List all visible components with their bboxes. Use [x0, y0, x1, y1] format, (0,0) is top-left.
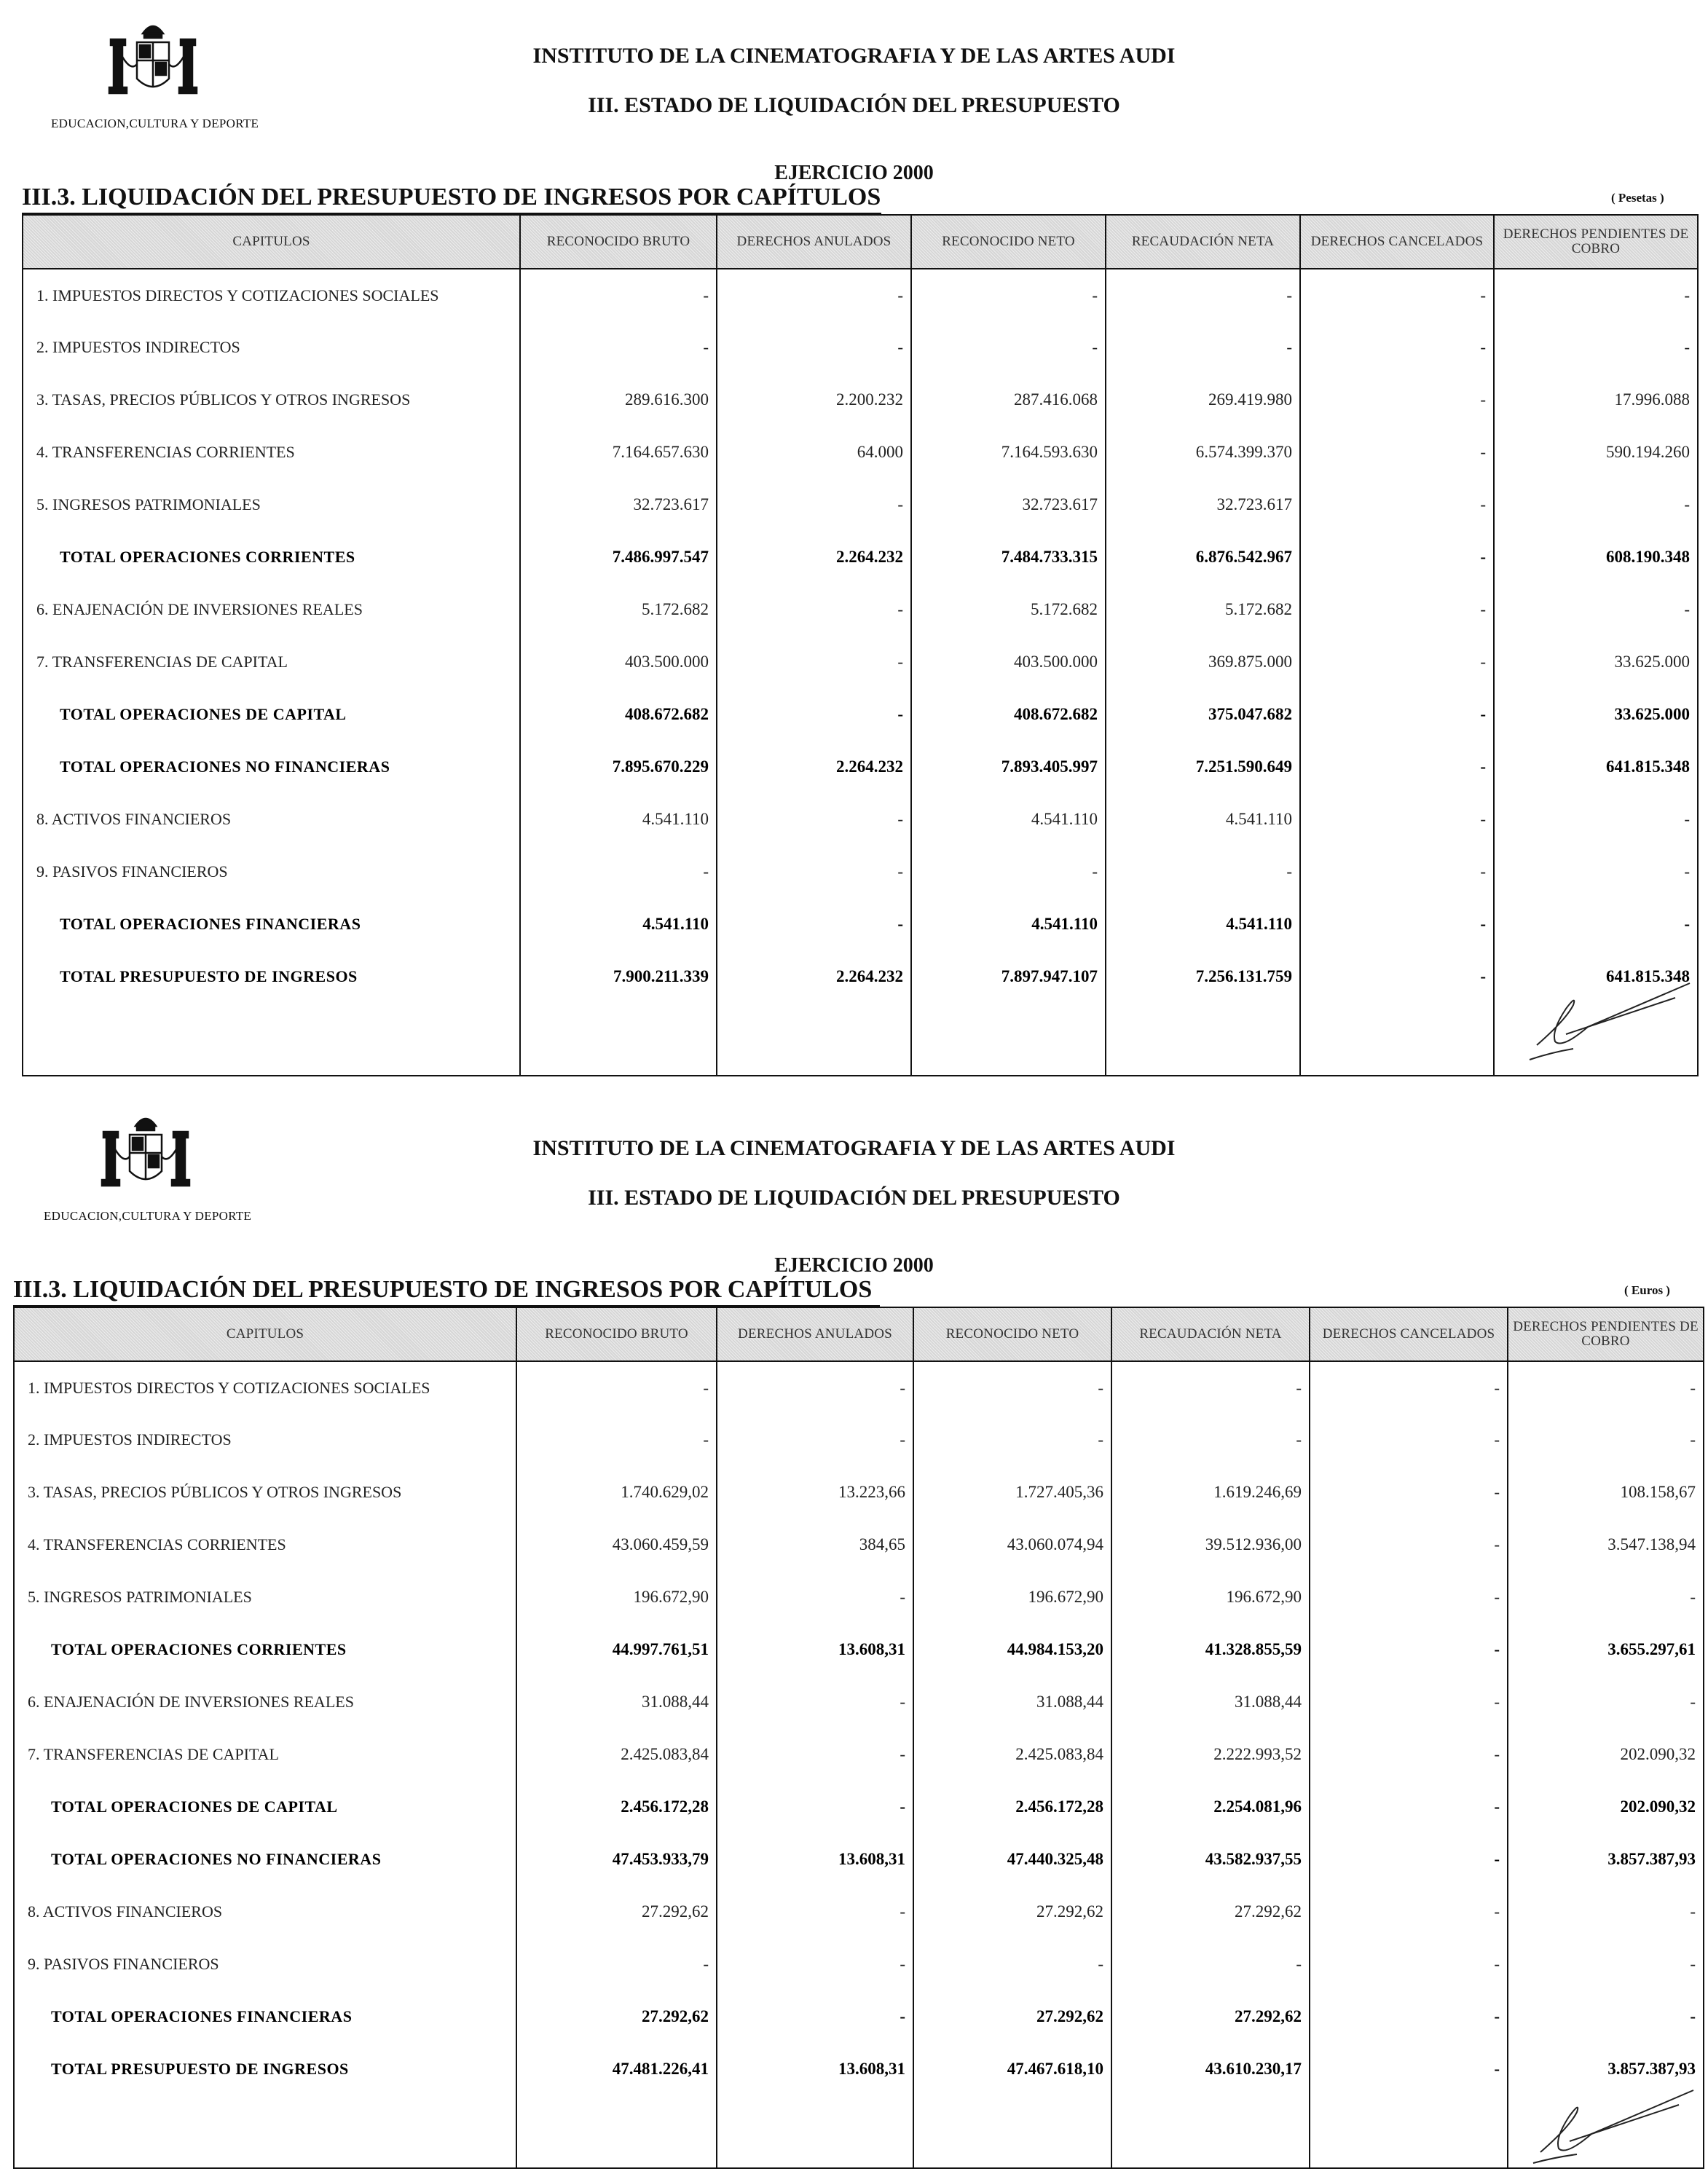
cell-value: 2.456.172,28	[913, 1781, 1111, 1833]
cell-value: 7.484.733.315	[911, 531, 1106, 583]
cell-value: -	[520, 269, 717, 321]
row-label: TOTAL OPERACIONES CORRIENTES	[14, 1623, 516, 1676]
table-row	[23, 269, 1698, 321]
cell-value: -	[1508, 1990, 1704, 2043]
cell-value: -	[1508, 1571, 1704, 1623]
table-header-row	[23, 215, 1698, 269]
empty-cell	[1300, 1003, 1494, 1076]
cell-value: 5.172.682	[911, 583, 1106, 636]
empty-cell	[913, 2095, 1111, 2168]
row-label: 8. ACTIVOS FINANCIEROS	[23, 793, 520, 846]
cell-value: 287.416.068	[911, 374, 1106, 426]
table-row	[14, 1361, 1704, 1414]
cell-value: 7.900.211.339	[520, 950, 717, 1003]
report-euros	[0, 1092, 1708, 2174]
signature	[1522, 976, 1704, 1071]
cell-value: 27.292,62	[1111, 1990, 1310, 2043]
row-label: 6. ENAJENACIÓN DE INVERSIONES REALES	[23, 583, 520, 636]
column-header: DERECHOS PENDIENTES DE COBRO	[1494, 215, 1698, 269]
total-row	[23, 741, 1698, 793]
row-label: 4. TRANSFERENCIAS CORRIENTES	[23, 426, 520, 478]
cell-value: -	[717, 1938, 913, 1990]
cell-value: -	[1494, 478, 1698, 531]
cell-value: -	[911, 321, 1106, 374]
total-row	[23, 950, 1698, 1003]
ministry-name: EDUCACION,CULTURA Y DEPORTE	[51, 117, 259, 130]
column-header: RECAUDACIÓN NETA	[1111, 1307, 1310, 1361]
ministry-name: EDUCACION,CULTURA Y DEPORTE	[44, 1209, 252, 1223]
cell-value: 3.857.387,93	[1508, 1833, 1704, 1886]
cell-value: -	[1310, 1623, 1508, 1676]
column-header: DERECHOS CANCELADOS	[1310, 1307, 1508, 1361]
total-row	[14, 1623, 1704, 1676]
cell-value: -	[717, 1676, 913, 1728]
report-title: III.3. LIQUIDACIÓN DEL PRESUPUESTO DE INGRESOS POR CAPÍTULOS	[13, 1276, 873, 1303]
income-table	[13, 1307, 1704, 2169]
row-label: 2. IMPUESTOS INDIRECTOS	[23, 321, 520, 374]
table-row	[23, 321, 1698, 374]
cell-value: 408.672.682	[911, 688, 1106, 741]
cell-value: 41.328.855,59	[1111, 1623, 1310, 1676]
column-header: DERECHOS CANCELADOS	[1300, 215, 1494, 269]
cell-value: 403.500.000	[911, 636, 1106, 688]
total-row	[14, 2043, 1704, 2095]
table-row	[23, 426, 1698, 478]
cell-value: 47.481.226,41	[516, 2043, 717, 2095]
cell-value: 33.625.000	[1494, 636, 1698, 688]
cell-value: 7.897.947.107	[911, 950, 1106, 1003]
cell-value: 13.223,66	[717, 1466, 913, 1519]
total-row	[14, 1781, 1704, 1833]
column-header: DERECHOS ANULADOS	[717, 215, 911, 269]
cell-value: 608.190.348	[1494, 531, 1698, 583]
signature	[1526, 2083, 1708, 2170]
cell-value: -	[1310, 1466, 1508, 1519]
empty-cell	[14, 2095, 516, 2168]
cell-value: 403.500.000	[520, 636, 717, 688]
empty-cell	[516, 2095, 717, 2168]
cell-value: -	[1310, 1938, 1508, 1990]
cell-value: -	[913, 1361, 1111, 1414]
cell-value: 2.425.083,84	[516, 1728, 717, 1781]
cell-value: -	[520, 321, 717, 374]
cell-value: -	[1494, 321, 1698, 374]
income-table	[22, 214, 1699, 1076]
cell-value: 13.608,31	[717, 1833, 913, 1886]
cell-value: 1.727.405,36	[913, 1466, 1111, 1519]
table-row	[14, 1676, 1704, 1728]
cell-value: -	[1310, 1833, 1508, 1886]
cell-value: -	[1310, 1519, 1508, 1571]
cell-value: -	[717, 1728, 913, 1781]
cell-value: -	[1300, 793, 1494, 846]
table-header-row	[14, 1307, 1704, 1361]
cell-value: -	[1300, 478, 1494, 531]
table-row	[14, 1938, 1704, 1990]
cell-value: 32.723.617	[520, 478, 717, 531]
cell-value: -	[1300, 531, 1494, 583]
cell-value: -	[1300, 688, 1494, 741]
empty-cell	[520, 1003, 717, 1076]
cell-value: 17.996.088	[1494, 374, 1698, 426]
cell-value: 1.740.629,02	[516, 1466, 717, 1519]
row-label: 9. PASIVOS FINANCIEROS	[23, 846, 520, 898]
cell-value: 13.608,31	[717, 2043, 913, 2095]
cell-value: -	[1300, 636, 1494, 688]
cell-value: -	[717, 321, 911, 374]
total-row	[23, 898, 1698, 950]
table-row	[14, 1519, 1704, 1571]
row-label: TOTAL OPERACIONES DE CAPITAL	[14, 1781, 516, 1833]
row-label: TOTAL PRESUPUESTO DE INGRESOS	[23, 950, 520, 1003]
cell-value: 4.541.110	[911, 793, 1106, 846]
row-label: 8. ACTIVOS FINANCIEROS	[14, 1886, 516, 1938]
cell-value: -	[1310, 1728, 1508, 1781]
cell-value: -	[717, 1886, 913, 1938]
table-row	[23, 793, 1698, 846]
row-label: 6. ENAJENACIÓN DE INVERSIONES REALES	[14, 1676, 516, 1728]
cell-value: -	[1300, 741, 1494, 793]
cell-value: 32.723.617	[1106, 478, 1300, 531]
table-row	[23, 374, 1698, 426]
column-header: CAPITULOS	[23, 215, 520, 269]
cell-value: 2.264.232	[717, 950, 911, 1003]
cell-value: 43.610.230,17	[1111, 2043, 1310, 2095]
row-label: TOTAL OPERACIONES NO FINANCIERAS	[23, 741, 520, 793]
row-label: TOTAL OPERACIONES CORRIENTES	[23, 531, 520, 583]
cell-value: 590.194.260	[1494, 426, 1698, 478]
cell-value: -	[1300, 846, 1494, 898]
cell-value: -	[913, 1938, 1111, 1990]
cell-value: -	[717, 1414, 913, 1466]
cell-value: -	[1111, 1938, 1310, 1990]
cell-value: 7.486.997.547	[520, 531, 717, 583]
cell-value: 4.541.110	[520, 793, 717, 846]
cell-value: -	[1494, 793, 1698, 846]
cell-value: 2.264.232	[717, 531, 911, 583]
empty-cell	[717, 1003, 911, 1076]
cell-value: -	[516, 1414, 717, 1466]
cell-value: -	[717, 1990, 913, 2043]
cell-value: 27.292,62	[516, 1990, 717, 2043]
cell-value: -	[1508, 1676, 1704, 1728]
cell-value: 2.425.083,84	[913, 1728, 1111, 1781]
cell-value: 641.815.348	[1494, 950, 1698, 1003]
cell-value: -	[1300, 374, 1494, 426]
cell-value: -	[913, 1414, 1111, 1466]
row-label: 4. TRANSFERENCIAS CORRIENTES	[14, 1519, 516, 1571]
row-label: 1. IMPUESTOS DIRECTOS Y COTIZACIONES SOCIALES	[23, 269, 520, 321]
cell-value: 369.875.000	[1106, 636, 1300, 688]
column-header: RECONOCIDO NETO	[911, 215, 1106, 269]
cell-value: 39.512.936,00	[1111, 1519, 1310, 1571]
cell-value: 13.608,31	[717, 1623, 913, 1676]
cell-value: 7.164.593.630	[911, 426, 1106, 478]
row-label: 7. TRANSFERENCIAS DE CAPITAL	[14, 1728, 516, 1781]
column-header: RECONOCIDO BRUTO	[520, 215, 717, 269]
cell-value: -	[717, 478, 911, 531]
empty-cell	[1111, 2095, 1310, 2168]
cell-value: 3.655.297,61	[1508, 1623, 1704, 1676]
cell-value: 196.672,90	[1111, 1571, 1310, 1623]
column-header: RECONOCIDO NETO	[913, 1307, 1111, 1361]
row-label: 2. IMPUESTOS INDIRECTOS	[14, 1414, 516, 1466]
cell-value: 2.200.232	[717, 374, 911, 426]
cell-value: -	[1508, 1886, 1704, 1938]
column-header: DERECHOS PENDIENTES DE COBRO	[1508, 1307, 1704, 1361]
cell-value: -	[911, 269, 1106, 321]
report-pesetas	[0, 0, 1708, 1071]
total-row	[14, 1833, 1704, 1886]
cell-value: 27.292,62	[516, 1886, 717, 1938]
blank-row	[23, 1003, 1698, 1076]
cell-value: -	[717, 793, 911, 846]
cell-value: -	[1494, 898, 1698, 950]
currency-unit: ( Pesetas )	[1611, 191, 1664, 205]
cell-value: 7.256.131.759	[1106, 950, 1300, 1003]
empty-cell	[717, 2095, 913, 2168]
table-row	[23, 846, 1698, 898]
cell-value: -	[1494, 583, 1698, 636]
cell-value: 5.172.682	[520, 583, 717, 636]
institute-name: INSTITUTO DE LA CINEMATOGRAFIA Y DE LAS ARTES AUDI	[532, 1136, 1176, 1160]
cell-value: 7.164.657.630	[520, 426, 717, 478]
row-label: TOTAL OPERACIONES NO FINANCIERAS	[14, 1833, 516, 1886]
cell-value: 384,65	[717, 1519, 913, 1571]
empty-cell	[1106, 1003, 1300, 1076]
cell-value: 3.547.138,94	[1508, 1519, 1704, 1571]
cell-value: 375.047.682	[1106, 688, 1300, 741]
cell-value: 196.672,90	[516, 1571, 717, 1623]
cell-value: -	[1310, 2043, 1508, 2095]
currency-unit: ( Euros )	[1624, 1283, 1670, 1297]
cell-value: 1.619.246,69	[1111, 1466, 1310, 1519]
cell-value: 108.158,67	[1508, 1466, 1704, 1519]
cell-value: -	[717, 636, 911, 688]
cell-value: 641.815.348	[1494, 741, 1698, 793]
cell-value: 64.000	[717, 426, 911, 478]
cell-value: 43.060.459,59	[516, 1519, 717, 1571]
row-label: TOTAL OPERACIONES FINANCIERAS	[23, 898, 520, 950]
cell-value: 408.672.682	[520, 688, 717, 741]
cell-value: -	[1310, 1886, 1508, 1938]
cell-value: -	[717, 1361, 913, 1414]
cell-value: -	[717, 269, 911, 321]
cell-value: 27.292,62	[913, 1886, 1111, 1938]
row-label: TOTAL PRESUPUESTO DE INGRESOS	[14, 2043, 516, 2095]
cell-value: -	[1310, 1571, 1508, 1623]
cell-value: -	[1494, 269, 1698, 321]
report-title: III.3. LIQUIDACIÓN DEL PRESUPUESTO DE INGRESOS POR CAPÍTULOS	[22, 184, 881, 210]
exercise-year: EJERCICIO 2000	[774, 1254, 934, 1277]
cell-value: -	[717, 898, 911, 950]
cell-value: 7.893.405.997	[911, 741, 1106, 793]
cell-value: 47.440.325,48	[913, 1833, 1111, 1886]
row-label: 5. INGRESOS PATRIMONIALES	[14, 1571, 516, 1623]
row-label: TOTAL OPERACIONES DE CAPITAL	[23, 688, 520, 741]
cell-value: -	[1106, 321, 1300, 374]
cell-value: 2.456.172,28	[516, 1781, 717, 1833]
cell-value: -	[516, 1361, 717, 1414]
cell-value: 31.088,44	[913, 1676, 1111, 1728]
cell-value: 2.264.232	[717, 741, 911, 793]
cell-value: 31.088,44	[516, 1676, 717, 1728]
column-header: CAPITULOS	[14, 1307, 516, 1361]
cell-value: 196.672,90	[913, 1571, 1111, 1623]
table-row	[23, 636, 1698, 688]
cell-value: -	[1310, 1676, 1508, 1728]
cell-value: 4.541.110	[911, 898, 1106, 950]
row-label: 3. TASAS, PRECIOS PÚBLICOS Y OTROS INGRESOS	[14, 1466, 516, 1519]
institute-name: INSTITUTO DE LA CINEMATOGRAFIA Y DE LAS ARTES AUDI	[532, 44, 1176, 68]
cell-value: -	[911, 846, 1106, 898]
cell-value: 43.060.074,94	[913, 1519, 1111, 1571]
cell-value: 32.723.617	[911, 478, 1106, 531]
cell-value: -	[1300, 898, 1494, 950]
table-row	[14, 1571, 1704, 1623]
row-label: 7. TRANSFERENCIAS DE CAPITAL	[23, 636, 520, 688]
cell-value: -	[1106, 846, 1300, 898]
cell-value: 31.088,44	[1111, 1676, 1310, 1728]
row-label: TOTAL OPERACIONES FINANCIERAS	[14, 1990, 516, 2043]
cell-value: -	[717, 1781, 913, 1833]
cell-value: 44.997.761,51	[516, 1623, 717, 1676]
cell-value: 43.582.937,55	[1111, 1833, 1310, 1886]
cell-value: -	[1508, 1938, 1704, 1990]
cell-value: 202.090,32	[1508, 1781, 1704, 1833]
cell-value: -	[1310, 1781, 1508, 1833]
cell-value: -	[1310, 1990, 1508, 2043]
cell-value: 33.625.000	[1494, 688, 1698, 741]
table-row	[23, 478, 1698, 531]
row-label: 1. IMPUESTOS DIRECTOS Y COTIZACIONES SOCIALES	[14, 1361, 516, 1414]
cell-value: 6.876.542.967	[1106, 531, 1300, 583]
cell-value: 27.292,62	[913, 1990, 1111, 2043]
cell-value: -	[717, 583, 911, 636]
total-row	[23, 688, 1698, 741]
cell-value: 44.984.153,20	[913, 1623, 1111, 1676]
total-row	[14, 1990, 1704, 2043]
cell-value: -	[717, 1571, 913, 1623]
empty-cell	[23, 1003, 520, 1076]
statement-title: III. ESTADO DE LIQUIDACIÓN DEL PRESUPUESTO	[588, 1186, 1120, 1210]
cell-value: 6.574.399.370	[1106, 426, 1300, 478]
row-label: 9. PASIVOS FINANCIEROS	[14, 1938, 516, 1990]
cell-value: -	[1508, 1361, 1704, 1414]
cell-value: 2.222.993,52	[1111, 1728, 1310, 1781]
empty-cell	[1310, 2095, 1508, 2168]
column-header: RECONOCIDO BRUTO	[516, 1307, 717, 1361]
row-label: 3. TASAS, PRECIOS PÚBLICOS Y OTROS INGRESOS	[23, 374, 520, 426]
table-row	[23, 583, 1698, 636]
total-row	[23, 531, 1698, 583]
table-row	[14, 1886, 1704, 1938]
cell-value: -	[1300, 321, 1494, 374]
cell-value: 4.541.110	[1106, 793, 1300, 846]
cell-value: 3.857.387,93	[1508, 2043, 1704, 2095]
cell-value: -	[1310, 1361, 1508, 1414]
cell-value: -	[1106, 269, 1300, 321]
cell-value: -	[516, 1938, 717, 1990]
cell-value: 47.453.933,79	[516, 1833, 717, 1886]
cell-value: 27.292,62	[1111, 1886, 1310, 1938]
cell-value: -	[520, 846, 717, 898]
cell-value: -	[1508, 1414, 1704, 1466]
blank-row	[14, 2095, 1704, 2168]
cell-value: -	[1310, 1414, 1508, 1466]
cell-value: 5.172.682	[1106, 583, 1300, 636]
cell-value: -	[1300, 583, 1494, 636]
column-header: RECAUDACIÓN NETA	[1106, 215, 1300, 269]
exercise-year: EJERCICIO 2000	[774, 162, 934, 184]
cell-value: -	[1494, 846, 1698, 898]
table-row	[14, 1414, 1704, 1466]
table-row	[14, 1466, 1704, 1519]
cell-value: 4.541.110	[520, 898, 717, 950]
cell-value: 202.090,32	[1508, 1728, 1704, 1781]
cell-value: 7.251.590.649	[1106, 741, 1300, 793]
cell-value: 7.895.670.229	[520, 741, 717, 793]
column-header: DERECHOS ANULADOS	[717, 1307, 913, 1361]
cell-value: 289.616.300	[520, 374, 717, 426]
cell-value: -	[717, 846, 911, 898]
cell-value: -	[717, 688, 911, 741]
cell-value: -	[1300, 269, 1494, 321]
cell-value: 269.419.980	[1106, 374, 1300, 426]
cell-value: -	[1111, 1361, 1310, 1414]
cell-value: -	[1111, 1414, 1310, 1466]
row-label: 5. INGRESOS PATRIMONIALES	[23, 478, 520, 531]
empty-cell	[911, 1003, 1106, 1076]
statement-title: III. ESTADO DE LIQUIDACIÓN DEL PRESUPUESTO	[588, 93, 1120, 117]
table-row	[14, 1728, 1704, 1781]
cell-value: 4.541.110	[1106, 898, 1300, 950]
cell-value: 2.254.081,96	[1111, 1781, 1310, 1833]
cell-value: -	[1300, 950, 1494, 1003]
cell-value: -	[1300, 426, 1494, 478]
cell-value: 47.467.618,10	[913, 2043, 1111, 2095]
